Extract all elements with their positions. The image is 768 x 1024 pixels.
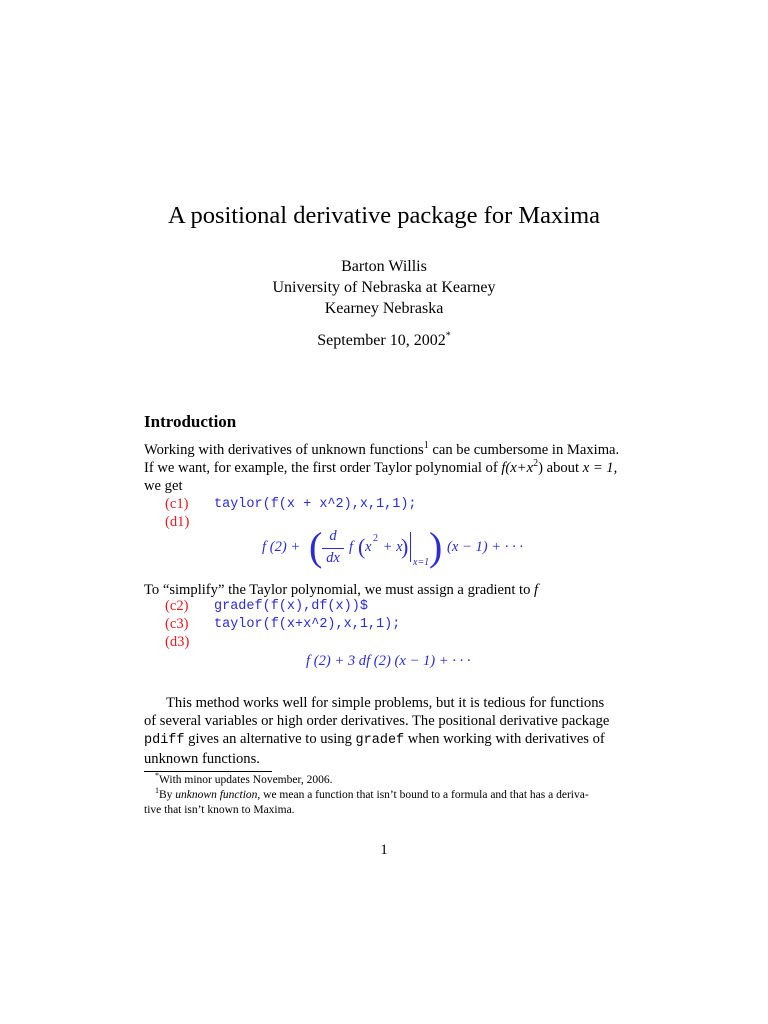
d1-post: (x − 1) + · · ·	[447, 539, 524, 555]
intro-expr-base: f(x+x	[501, 460, 534, 476]
intro-text-1b: can be cumbersome in Maxima.	[428, 442, 620, 458]
inner-close-paren: )	[401, 534, 409, 559]
prompt-label-c1: (c1)	[165, 496, 189, 512]
author-name: Barton Willis	[341, 258, 427, 275]
output-expression-d3: f (2) + 3 df (2) (x − 1) + · · ·	[306, 653, 471, 669]
prompt-label-c3: (c3)	[165, 616, 189, 632]
intro-expr-cond: x = 1,	[582, 460, 618, 476]
code-input-c3: taylor(f(x+x^2),x,1,1);	[214, 617, 401, 632]
frac-bar	[322, 548, 344, 549]
eval-bar	[410, 532, 411, 562]
output-expression-d1	[262, 526, 532, 572]
intro-line-1	[144, 441, 646, 459]
frac-denominator: dx	[326, 550, 340, 566]
intro-line-3: we get	[144, 478, 183, 494]
method-line-3	[144, 730, 646, 750]
method-paragraph	[144, 694, 646, 768]
footnote-rule	[144, 771, 272, 772]
prompt-label-c2: (c2)	[165, 598, 189, 614]
section-heading: Introduction	[144, 412, 237, 431]
inner-x: x	[365, 539, 372, 555]
footnote-1-pre: By	[159, 789, 176, 801]
footnote-star	[155, 773, 657, 788]
output-label-d1: (d1)	[165, 514, 190, 530]
code-input-c2: gradef(f(x),df(x))$	[214, 599, 368, 614]
intro-expr-about: ) about	[538, 460, 583, 476]
inner-sup: 2	[373, 533, 378, 544]
code-pdiff: pdiff	[144, 733, 185, 748]
frac-numerator: d	[329, 528, 337, 544]
simplify-text: To “simplify” the Taylor polynomial, we must assign a gradient to	[144, 582, 535, 598]
date-footnote-mark: *	[445, 330, 451, 342]
eval-at: x=1	[413, 557, 430, 568]
intro-line-2	[144, 459, 646, 477]
code-input-c1: taylor(f(x + x^2),x,1,1);	[214, 497, 417, 512]
paper-date	[0, 332, 768, 350]
author-location: Kearney Nebraska	[324, 300, 444, 317]
footnote-star-mark: *	[155, 771, 159, 781]
method-line-2: of several variables or high order derivatives. The positional derivative package	[144, 713, 610, 729]
inner-open-paren: (	[358, 534, 366, 559]
d1-fx: f	[349, 539, 354, 555]
paper-title: A positional derivative package for Maxima	[167, 202, 601, 229]
date-text: September 10, 2002	[317, 332, 446, 349]
method-line-4: unknown functions.	[144, 751, 260, 767]
code-gradef: gradef	[355, 733, 405, 748]
footnote-1-line-1	[144, 788, 646, 803]
method-text-3: gives an alternative to using	[184, 731, 356, 747]
d1-pre: f (2) +	[262, 539, 301, 555]
footnote-ref-1: 1	[423, 440, 429, 452]
intro-text-1: Working with derivatives of unknown functions	[144, 442, 424, 458]
intro-expr-sup: 2	[533, 458, 539, 470]
inner-rest: + x	[379, 539, 403, 555]
intro-paragraph	[144, 441, 646, 495]
big-close-paren: )	[429, 524, 443, 569]
footnote-1-line-2: tive that isn’t known to Maxima.	[144, 804, 295, 816]
big-open-paren: (	[309, 524, 323, 569]
output-label-d3: (d3)	[165, 634, 190, 650]
author-affiliation: University of Nebraska at Kearney	[272, 279, 496, 296]
footnote-1-em: unknown function	[175, 789, 258, 801]
intro-expr	[501, 460, 617, 476]
footnote-1-post: , we mean a function that isn’t bound to a formula and that has a deriva-	[257, 789, 589, 801]
method-line-1: This method works well for simple problems, but it is tedious for functions	[166, 695, 605, 711]
footnote-1-mark: 1	[155, 786, 159, 796]
footnote-1	[144, 788, 646, 818]
author-block	[0, 256, 768, 319]
footnote-star-text: With minor updates November, 2006.	[159, 774, 333, 786]
method-text-3b: when working with derivatives of	[404, 731, 605, 747]
intro-text-2: If we want, for example, the first order Taylor polynomial of	[144, 460, 502, 476]
simplify-line	[144, 581, 646, 599]
simplify-f: f	[534, 582, 539, 598]
page-number: 1	[380, 842, 388, 858]
